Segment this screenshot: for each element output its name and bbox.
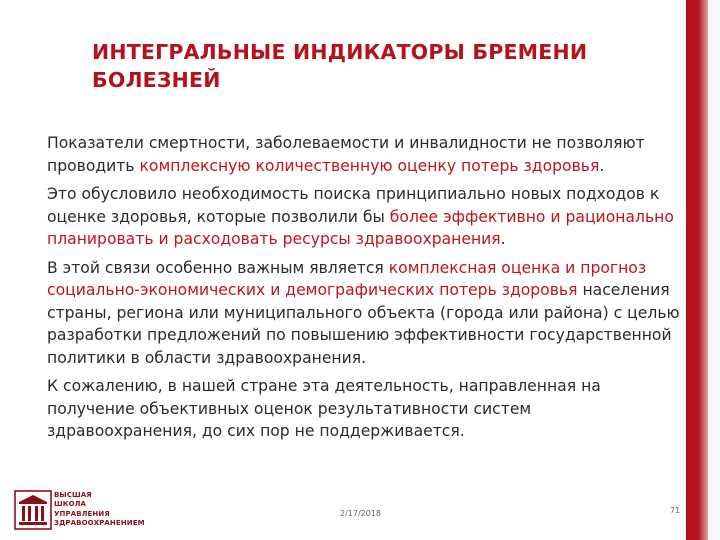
text-segment: .: [599, 156, 605, 175]
text-segment: Это обусловило необходимость поиска принципиально новых подходов к оценке здоровья, которые позволили бы: [47, 185, 660, 226]
slide-title: ИНТЕГРАЛЬНЫЕ ИНДИКАТОРЫ БРЕМЕНИ БОЛЕЗНЕЙ: [92, 40, 588, 92]
highlighted-text-segment: комплексную количественную оценку потерь здоровья: [139, 156, 600, 175]
text-segment: .: [500, 230, 506, 248]
paragraph-1: [47, 132, 685, 177]
text-segment: К сожалению, в нашей стране эта деятельность, направленная на получение объективных оценок результативности систем здравоохранения, до сих пор не поддерживается.: [47, 377, 601, 440]
highlighted-text-segment: более эффективно и рационально планировать и расходовать ресурсы здравоохранения: [47, 207, 674, 248]
university-emblem-icon: [14, 490, 52, 530]
logo-line: ЗДРАВООХРАНЕНИЕМ: [54, 519, 145, 528]
logo-line: ШКОЛА: [54, 500, 87, 509]
paragraph-3: [47, 257, 685, 370]
right-edge-strip: [708, 0, 720, 540]
school-logo: [14, 490, 174, 534]
text-segment: В этой связи особенно важным является: [47, 258, 389, 277]
highlighted-text-segment: комплексная оценка и прогноз социально-экономических и демографических потерь здоровья: [47, 258, 647, 299]
right-accent-bar: [686, 0, 708, 540]
slide-number: 71: [670, 506, 681, 515]
logo-line: УПРАВЛЕНИЯ: [54, 509, 110, 518]
logo-line: ВЫСШАЯ: [54, 491, 92, 499]
paragraph-2: [47, 183, 685, 251]
logo-text: [54, 491, 164, 529]
text-segment: Показатели смертности, заболеваемости и инвалидности не позволяют проводить: [47, 134, 645, 175]
text-segment: населения страны, региона или муниципального объекта (города или района) с целью разработки предложений по повышению эффективности государственной политики в области здравоохранения.: [47, 281, 680, 367]
paragraph-4: [47, 375, 685, 443]
slide-body: [47, 132, 685, 449]
footer-date: 2/17/2018: [340, 509, 382, 518]
